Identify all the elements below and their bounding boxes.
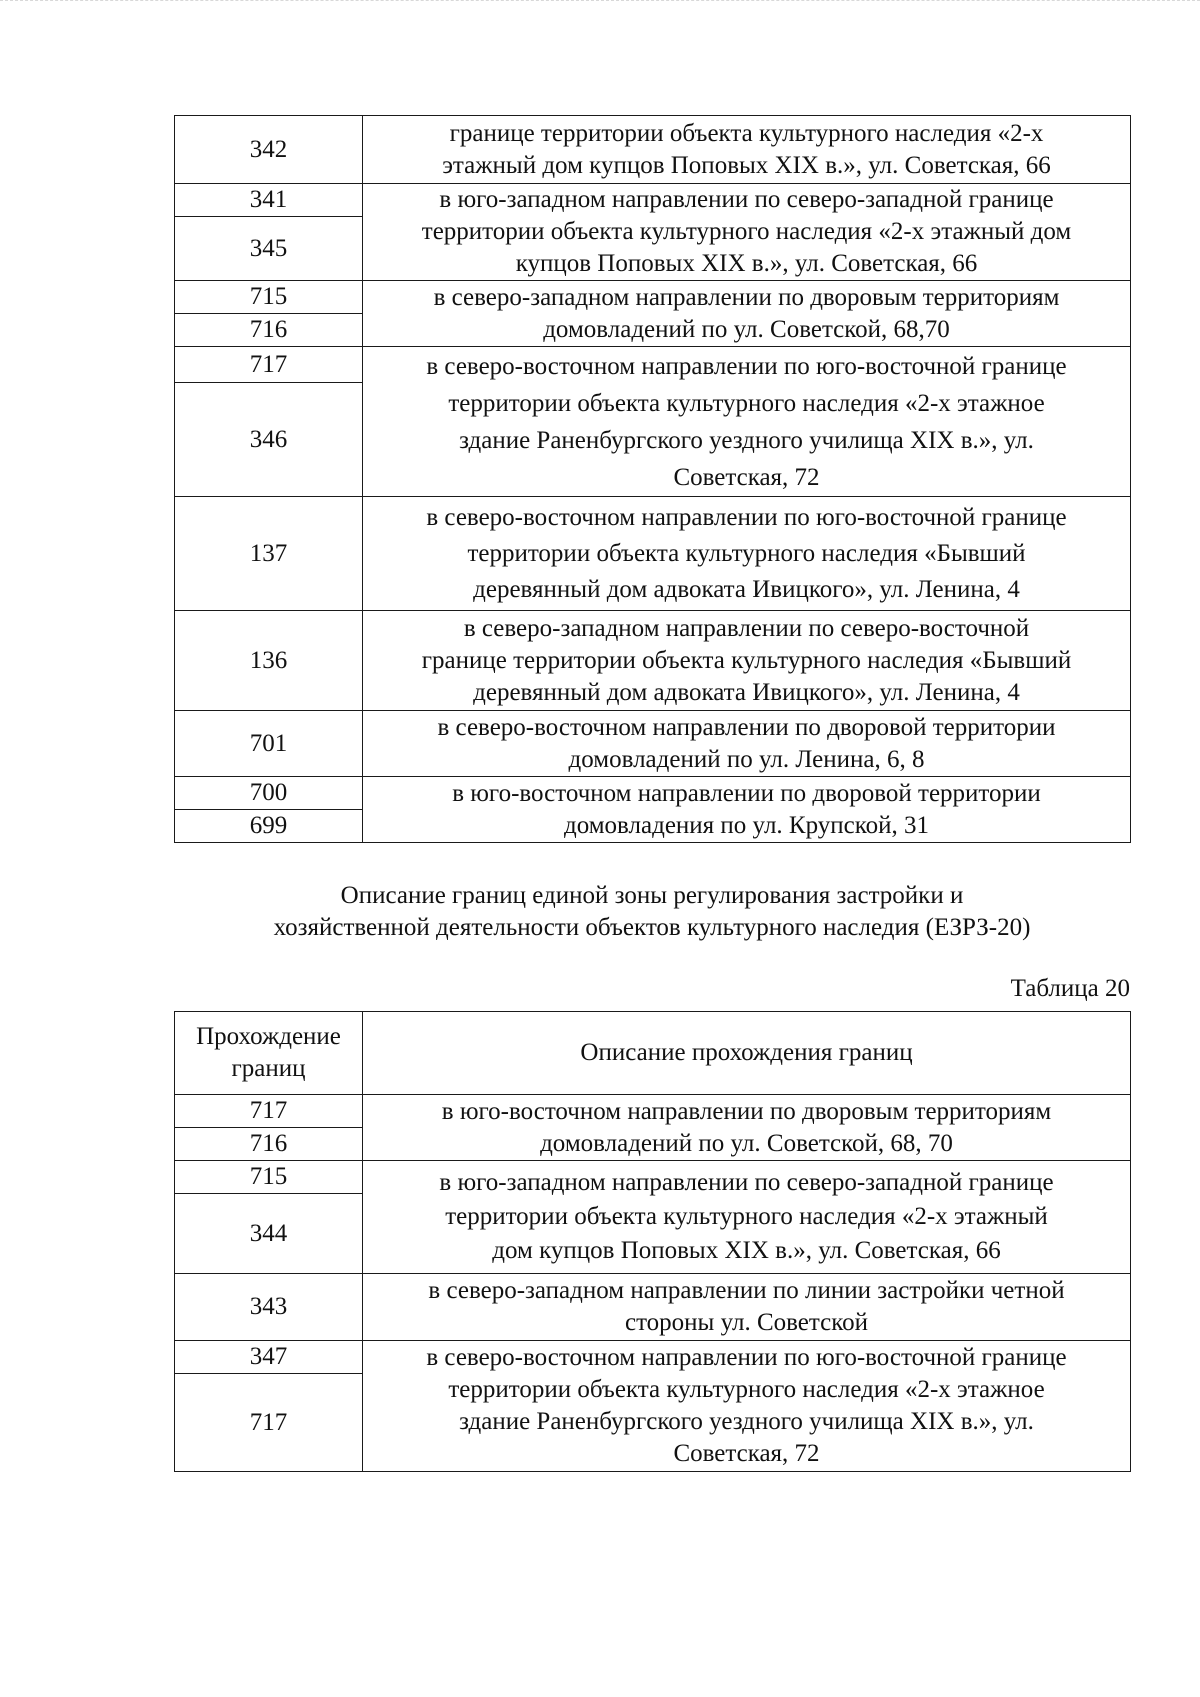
description-line: домовладений по ул. Ленина, 6, 8	[568, 745, 925, 773]
point-number: 344	[175, 1194, 363, 1274]
boundary-description	[363, 347, 1131, 497]
description-line: в северо-западном направлении по дворовым территориям	[433, 283, 1060, 311]
table-row	[175, 777, 1131, 810]
point-number: 701	[175, 711, 363, 777]
description-line: границе территории объекта культурного наследия «Бывший	[421, 646, 1072, 674]
boundary-description	[363, 777, 1131, 843]
boundary-description	[363, 116, 1131, 184]
table-row	[175, 711, 1131, 777]
boundary-description	[363, 711, 1131, 777]
description-line: границе территории объекта культурного наследия «2-х	[449, 119, 1044, 147]
description-line: здание Раненбургского уездного училища XIX в.», ул.	[459, 426, 1034, 454]
table-row	[175, 611, 1131, 711]
column-header-description: Описание прохождения границ	[363, 1012, 1131, 1095]
boundary-description	[363, 184, 1131, 281]
header-line: границ	[231, 1055, 306, 1082]
point-number: 345	[175, 217, 363, 281]
description-line: Советская, 72	[673, 1440, 820, 1467]
description-line: в северо-восточном направлении по юго-восточной границе	[426, 1344, 1067, 1371]
description-line: в северо-западном направлении по линии застройки четной	[428, 1277, 1065, 1304]
table-row	[175, 116, 1131, 184]
header-line: Прохождение	[196, 1023, 341, 1050]
point-number: 343	[175, 1274, 363, 1341]
description-line: дом купцов Поповых XIX в.», ул. Советская, 66	[492, 1237, 1001, 1264]
description-line: территории объекта культурного наследия «2-х этажное	[448, 389, 1045, 417]
table-row	[175, 184, 1131, 217]
description-line: стороны ул. Советской	[624, 1309, 868, 1336]
description-line: в юго-западном направлении по северо-западной границе	[439, 1169, 1054, 1196]
description-line: здание Раненбургского уездного училища XIX в.», ул.	[459, 1408, 1034, 1435]
point-number: 700	[175, 777, 363, 810]
table-row	[175, 347, 1131, 383]
boundary-description	[363, 1274, 1131, 1341]
section-heading	[174, 880, 1130, 944]
boundary-description	[363, 1095, 1131, 1161]
point-number: 717	[175, 1095, 363, 1128]
description-line: деревянный дом адвоката Ивицкого», ул. Ленина, 4	[473, 575, 1020, 603]
description-line: территории объекта культурного наследия «2-х этажное	[448, 1376, 1045, 1403]
description-line: территории объекта культурного наследия «2-х этажный дом	[421, 218, 1072, 245]
description-line: домовладения по ул. Крупской, 31	[563, 811, 929, 839]
point-number: 716	[175, 314, 363, 347]
table-header-row	[175, 1012, 1131, 1095]
description-line: этажный дом купцов Поповых XIX в.», ул. Советская, 66	[442, 151, 1051, 179]
description-line: в северо-восточном направлении по дворовой территории	[437, 713, 1056, 741]
point-number: 137	[175, 497, 363, 611]
table-row	[175, 1095, 1131, 1128]
description-line: в северо-западном направлении по северо-восточной	[463, 614, 1030, 642]
point-number: 136	[175, 611, 363, 711]
table-caption: Таблица 20	[1010, 975, 1130, 1002]
point-number: 715	[175, 281, 363, 314]
boundary-description	[363, 1341, 1131, 1472]
boundary-description	[363, 497, 1131, 611]
description-line: территории объекта культурного наследия «2-х этажный	[445, 1203, 1048, 1230]
description-line: в юго-западном направлении по северо-западной границе	[439, 186, 1054, 213]
point-number: 716	[175, 1128, 363, 1161]
description-line: в юго-восточном направлении по дворовой территории	[452, 779, 1041, 807]
boundary-description	[363, 1161, 1131, 1274]
point-number: 717	[175, 1374, 363, 1472]
column-header-passage	[175, 1012, 363, 1095]
description-line: Советская, 72	[673, 463, 820, 491]
description-line: в северо-восточном направлении по юго-восточной границе	[426, 503, 1067, 531]
point-number: 699	[175, 810, 363, 843]
point-number: 347	[175, 1341, 363, 1374]
boundary-description	[363, 281, 1131, 347]
point-number: 717	[175, 347, 363, 383]
description-line: в северо-восточном направлении по юго-восточной границе	[426, 352, 1067, 380]
description-line: домовладений по ул. Советской, 68,70	[543, 315, 950, 343]
description-line: в юго-восточном направлении по дворовым территориям	[441, 1097, 1052, 1125]
heading-line: хозяйственной деятельности объектов культурного наследия (ЕЗРЗ-20)	[273, 914, 1031, 941]
point-number: 342	[175, 116, 363, 184]
table-row	[175, 497, 1131, 611]
page-top-edge	[0, 0, 1200, 6]
point-number: 341	[175, 184, 363, 217]
description-line: деревянный дом адвоката Ивицкого», ул. Ленина, 4	[473, 678, 1020, 706]
heading-line: Описание границ единой зоны регулирования застройки и	[340, 882, 964, 909]
table-row	[175, 1274, 1131, 1341]
boundary-table-continued	[174, 115, 1131, 843]
table-row	[175, 1161, 1131, 1194]
table-row	[175, 281, 1131, 314]
description-line: домовладений по ул. Советской, 68, 70	[540, 1129, 953, 1157]
table-row	[175, 1341, 1131, 1374]
boundary-description	[363, 611, 1131, 711]
boundary-table-20	[174, 1011, 1131, 1472]
point-number: 715	[175, 1161, 363, 1194]
description-line: купцов Поповых XIX в.», ул. Советская, 66	[515, 250, 978, 277]
description-line: территории объекта культурного наследия «Бывший	[467, 539, 1026, 567]
point-number: 346	[175, 383, 363, 497]
